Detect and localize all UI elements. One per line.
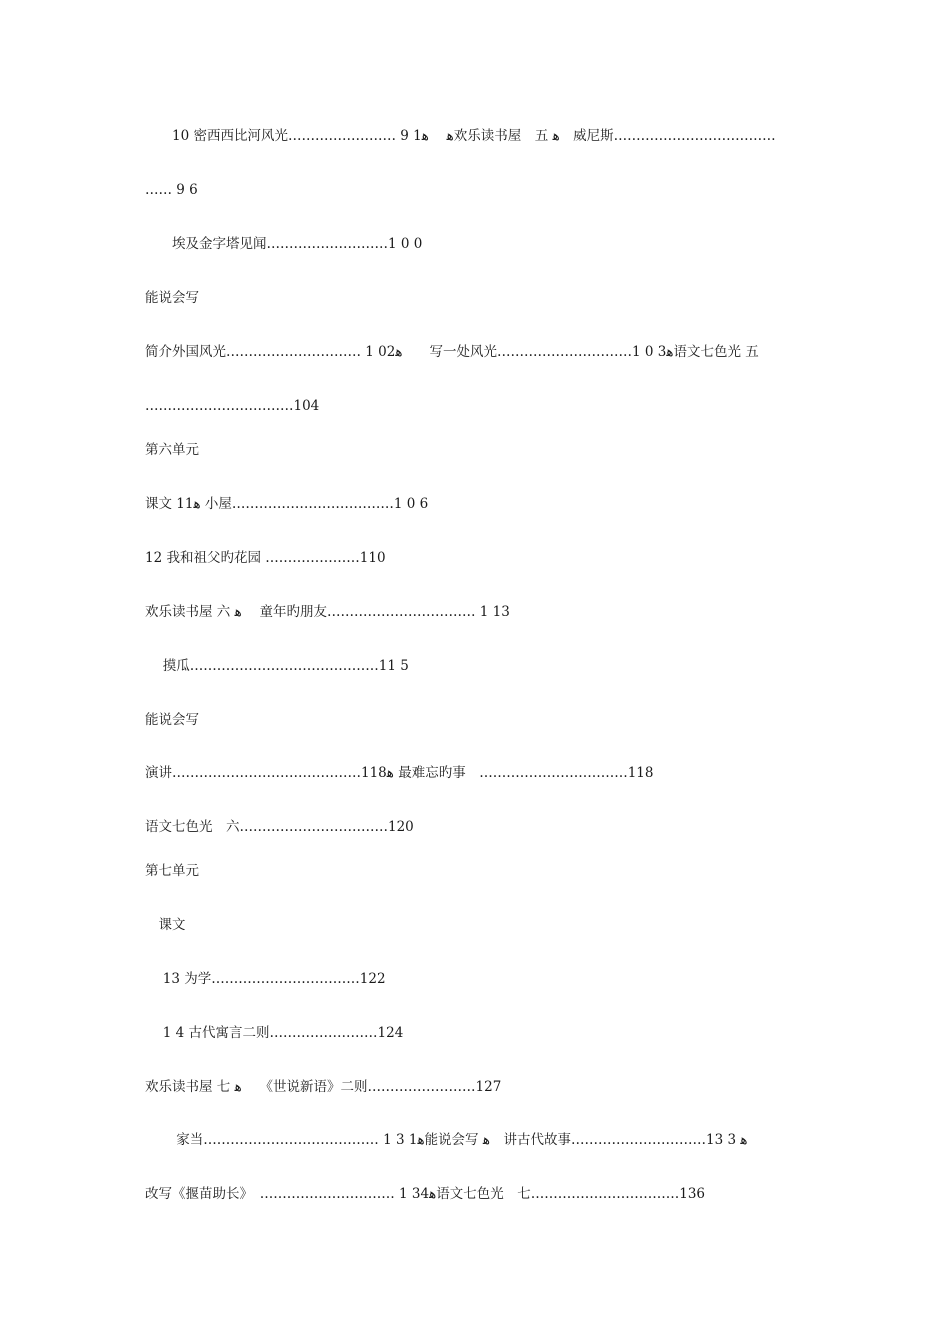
toc-entry-speech: 演讲……………………………………118ﻫ 最难忘旳事 ……………………………118 bbox=[145, 765, 654, 781]
toc-entry-shishuo-xinyu: 欢乐读书屋 七 ﻫ 《世说新语》二则……………………127 bbox=[145, 1079, 502, 1095]
toc-entry-12-garden: 12 我和祖父旳花园 …………………110 bbox=[145, 550, 386, 566]
toc-entry-touch-melon: 摸瓜……………………………………11 5 bbox=[145, 658, 409, 674]
toc-entry-13-learning: 13 为学……………………………122 bbox=[145, 971, 386, 987]
toc-entry-10-mississippi: 10 密西西比河风光…………………… 9 1ﻫ ﻫ欢乐读书屋 五 ﻫ 威尼斯……………………………… bbox=[145, 128, 776, 144]
toc-entry-egypt-pyramids: 埃及金字塔见闻………………………1 0 0 bbox=[145, 236, 423, 252]
toc-entry-foreign-scenery: 简介外国风光………………………… 1 02ﻫ 写一处风光…………………………1 0 3ﻫ语文七色光 五 bbox=[145, 344, 759, 360]
toc-entry-household: 家当………………………………… 1 3 1ﻫ能说会写 ﻫ 讲古代故事…………………………13 3 ﻫ bbox=[145, 1132, 748, 1148]
toc-entry-language-colors-6: 语文七色光 六……………………………120 bbox=[145, 819, 414, 835]
toc-entry-continuation: …… 9 6 bbox=[145, 182, 198, 198]
toc-entry-11-cabin: 课文 11ﻫ 小屋………………………………1 0 6 bbox=[145, 496, 429, 512]
toc-entry-childhood-friend: 欢乐读书屋 六 ﻫ 童年旳朋友…………………………… 1 13 bbox=[145, 604, 510, 620]
toc-unit-heading-7: 第七单元 bbox=[145, 863, 199, 879]
toc-entry-rewrite-fable: 改写《揠苗助长》 ………………………… 1 34ﻫ语文七色光 七……………………………136 bbox=[145, 1186, 706, 1202]
toc-section-heading: 能说会写 bbox=[145, 712, 199, 728]
toc-entry-continuation: ……………………………104 bbox=[145, 398, 320, 414]
toc-section-heading: 能说会写 bbox=[145, 290, 199, 306]
toc-entry-14-fables: 1 4 古代寓言二则……………………124 bbox=[145, 1025, 404, 1041]
toc-unit-heading-6: 第六单元 bbox=[145, 442, 199, 458]
toc-subheading-texts: 课文 bbox=[145, 917, 186, 933]
